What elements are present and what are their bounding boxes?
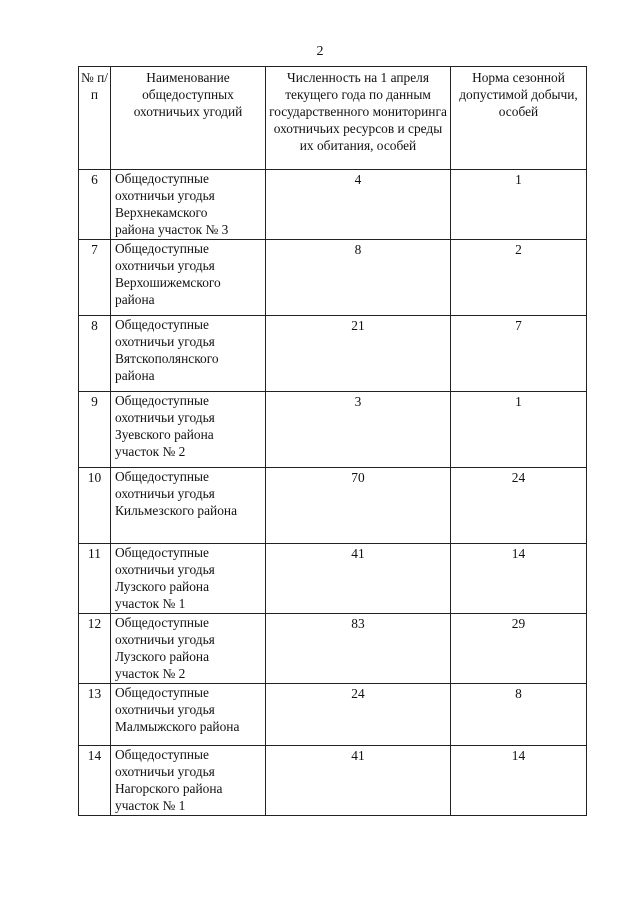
row-name-line: района участок № 3 bbox=[115, 222, 229, 237]
row-name bbox=[111, 316, 266, 392]
row-count: 21 bbox=[266, 316, 451, 392]
row-name-line: охотничьи угодья bbox=[115, 410, 215, 425]
row-count: 83 bbox=[266, 614, 451, 684]
row-name bbox=[111, 468, 266, 544]
row-name-line: Общедоступные bbox=[115, 747, 209, 762]
row-name-line: охотничьи угодья bbox=[115, 764, 215, 779]
row-count: 41 bbox=[266, 746, 451, 816]
row-num: 10 bbox=[79, 468, 111, 544]
row-num: 11 bbox=[79, 544, 111, 614]
table-row bbox=[79, 544, 587, 614]
row-name bbox=[111, 746, 266, 816]
row-count: 4 bbox=[266, 170, 451, 240]
row-name-line: участок № 2 bbox=[115, 444, 186, 459]
row-name-line: Общедоступные bbox=[115, 685, 209, 700]
row-name-line: участок № 1 bbox=[115, 596, 186, 611]
table-row bbox=[79, 240, 587, 316]
row-name bbox=[111, 684, 266, 746]
row-name bbox=[111, 240, 266, 316]
row-name-line: Вятскополянского bbox=[115, 351, 219, 366]
header-name: Наименование общедоступных охотничьих угодий bbox=[111, 67, 266, 170]
row-norm: 14 bbox=[451, 746, 587, 816]
row-num: 12 bbox=[79, 614, 111, 684]
row-name-line: Нагорского района bbox=[115, 781, 223, 796]
row-norm: 2 bbox=[451, 240, 587, 316]
row-name-line: Общедоступные bbox=[115, 545, 209, 560]
row-name-line: Общедоступные bbox=[115, 317, 209, 332]
row-name-line: участок № 1 bbox=[115, 798, 186, 813]
row-count: 8 bbox=[266, 240, 451, 316]
row-name-line: охотничьи угодья bbox=[115, 562, 215, 577]
row-name-line: Общедоступные bbox=[115, 469, 209, 484]
row-norm: 24 bbox=[451, 468, 587, 544]
row-name-line: района bbox=[115, 292, 155, 307]
table-row bbox=[79, 170, 587, 240]
row-name-line: Малмыжского района bbox=[115, 719, 240, 734]
row-name-line: охотничьи угодья bbox=[115, 486, 215, 501]
row-norm: 29 bbox=[451, 614, 587, 684]
page-number: 2 bbox=[316, 44, 324, 59]
table-row bbox=[79, 468, 587, 544]
row-name bbox=[111, 614, 266, 684]
header-norm: Норма сезонной допустимой добычи, особей bbox=[451, 67, 587, 170]
table-row bbox=[79, 746, 587, 816]
row-num: 6 bbox=[79, 170, 111, 240]
header-count: Численность на 1 апреля текущего года по данным государственного мониторинга охотничьих ресурсов и среды их обитания, особей bbox=[266, 67, 451, 170]
table-row bbox=[79, 684, 587, 746]
row-count: 70 bbox=[266, 468, 451, 544]
table-body bbox=[79, 170, 587, 816]
row-name-line: Лузского района bbox=[115, 579, 210, 594]
row-name-line: охотничьи угодья bbox=[115, 188, 215, 203]
row-name-line: охотничьи угодья bbox=[115, 632, 215, 647]
row-name-line: участок № 2 bbox=[115, 666, 186, 681]
row-name-line: Общедоступные bbox=[115, 393, 209, 408]
row-name-line: Зуевского района bbox=[115, 427, 214, 442]
row-name-line: Общедоступные bbox=[115, 241, 209, 256]
hunting-grounds-table bbox=[78, 66, 587, 816]
row-norm: 1 bbox=[451, 392, 587, 468]
table-row bbox=[79, 392, 587, 468]
row-name-line: Общедоступные bbox=[115, 171, 209, 186]
row-num: 8 bbox=[79, 316, 111, 392]
row-name-line: охотничьи угодья bbox=[115, 334, 215, 349]
row-norm: 14 bbox=[451, 544, 587, 614]
row-name bbox=[111, 170, 266, 240]
table-header-row bbox=[79, 67, 587, 170]
row-name-line: района bbox=[115, 368, 155, 383]
row-num: 7 bbox=[79, 240, 111, 316]
row-name-line: охотничьи угодья bbox=[115, 702, 215, 717]
row-count: 41 bbox=[266, 544, 451, 614]
row-name-line: охотничьи угодья bbox=[115, 258, 215, 273]
row-name-line: Верхнекамского bbox=[115, 205, 208, 220]
row-name-line: Кильмезского района bbox=[115, 503, 238, 518]
row-name bbox=[111, 392, 266, 468]
row-name-line: Общедоступные bbox=[115, 615, 209, 630]
table-row bbox=[79, 316, 587, 392]
row-num: 9 bbox=[79, 392, 111, 468]
row-count: 24 bbox=[266, 684, 451, 746]
row-name-line: Лузского района bbox=[115, 649, 210, 664]
row-name bbox=[111, 544, 266, 614]
header-num: № п/п bbox=[79, 67, 111, 170]
row-count: 3 bbox=[266, 392, 451, 468]
table-row bbox=[79, 614, 587, 684]
row-norm: 7 bbox=[451, 316, 587, 392]
row-num: 13 bbox=[79, 684, 111, 746]
row-norm: 1 bbox=[451, 170, 587, 240]
row-name-line: Верхошижемского bbox=[115, 275, 221, 290]
row-norm: 8 bbox=[451, 684, 587, 746]
row-num: 14 bbox=[79, 746, 111, 816]
